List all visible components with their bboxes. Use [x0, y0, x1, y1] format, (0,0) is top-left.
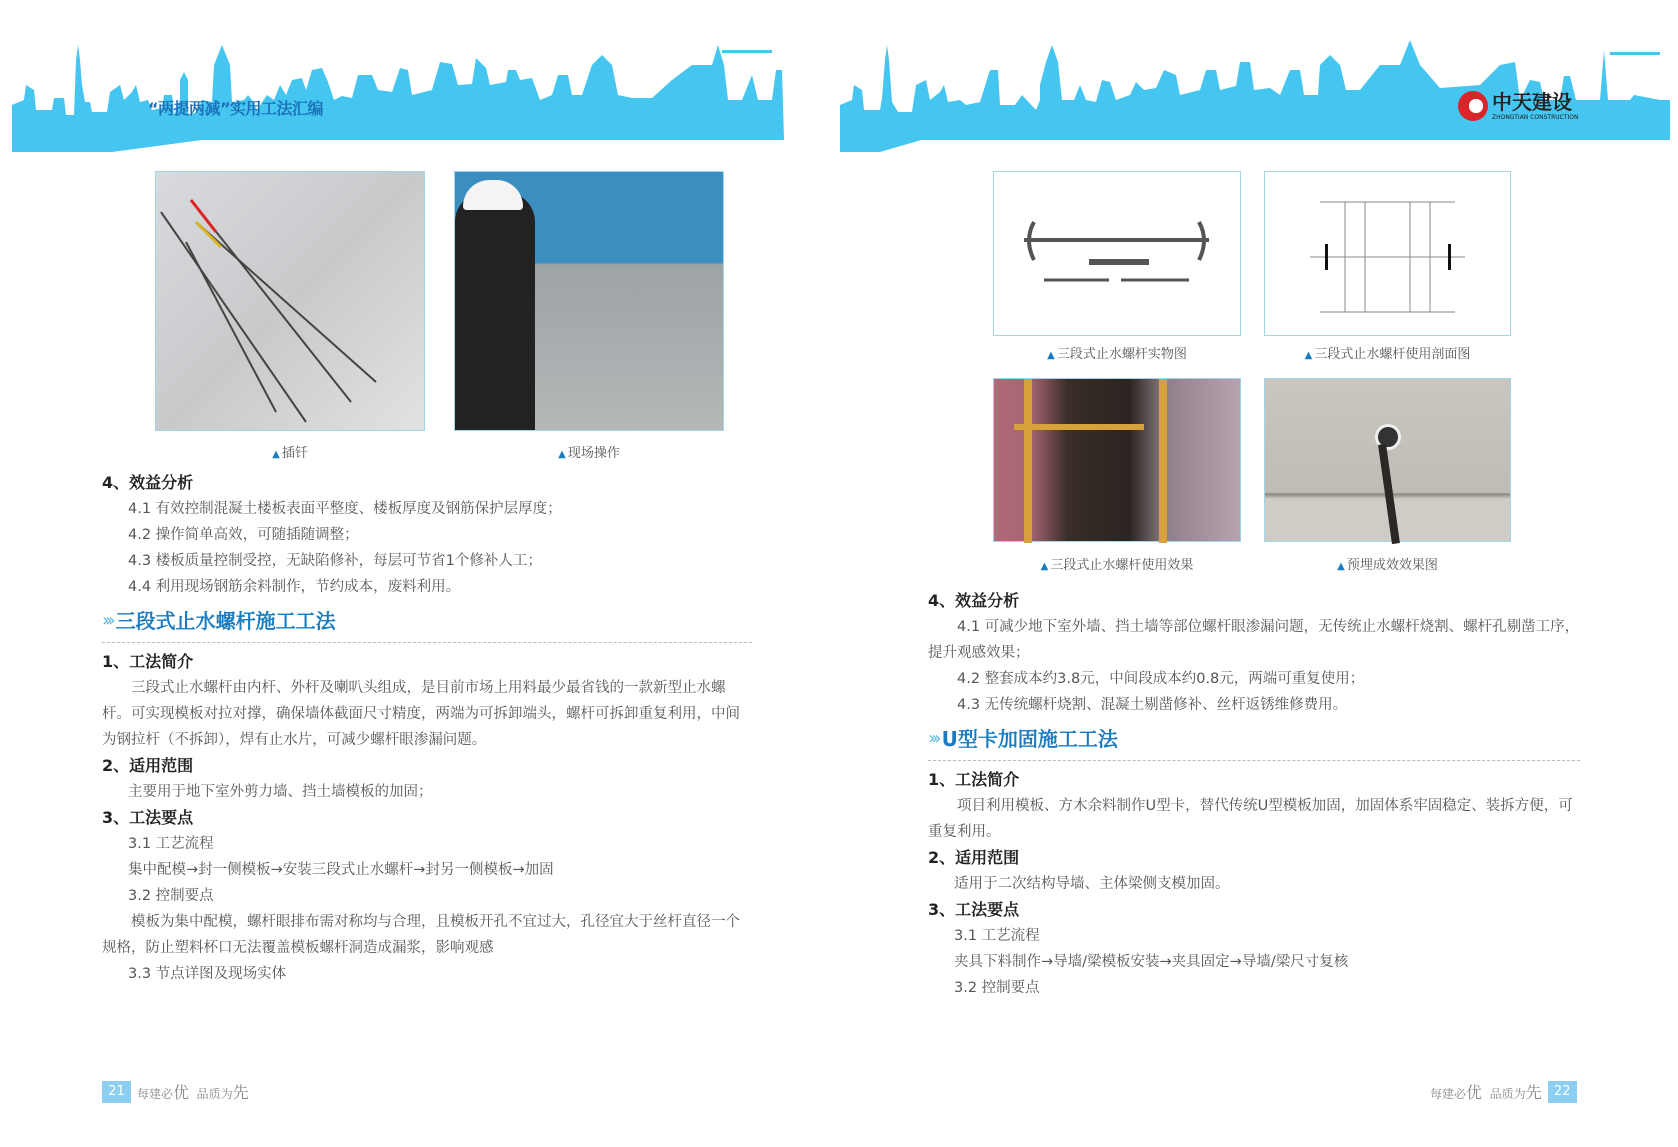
- page-number: 21: [102, 1081, 131, 1103]
- scope-text: 主要用于地下室外剪力墙、挡土墙模板的加固；: [128, 784, 433, 800]
- heading-points: 3、工法要点: [928, 900, 1020, 919]
- photo-bolt-section: [1264, 171, 1511, 336]
- subheading-control: 3.2 控制要点: [128, 888, 214, 904]
- photo-bolt-usage: [993, 378, 1241, 542]
- benefit-item: 4.2 操作简单高效，可随插随调整；: [128, 527, 359, 543]
- triangle-icon: ▲: [1337, 561, 1345, 572]
- photo-embedded-result: [1264, 378, 1511, 542]
- skyline-banner-left: [12, 40, 812, 165]
- publication-title: “两提两减”实用工法汇编: [148, 99, 324, 118]
- footer-right: [1430, 1080, 1577, 1103]
- heading-points: 3、工法要点: [102, 808, 194, 827]
- heading-benefit: 4、效益分析: [928, 591, 1020, 610]
- left-page-text: [102, 470, 752, 987]
- slogan: 每建必优 品质为先: [1430, 1083, 1542, 1102]
- slogan: 每建必优 品质为先: [137, 1083, 249, 1102]
- benefit-item: 4.2 整套成本约3.8元，中间段成本约0.8元，两端可重复使用；: [957, 671, 1365, 687]
- caption-bolt-object: ▲ 三段式止水螺杆实物图: [1047, 347, 1187, 362]
- scope-text: 适用于二次结构导墙、主体梁侧支模加固。: [954, 876, 1230, 892]
- rods-illustration: [156, 172, 425, 431]
- heading-benefit: 4、效益分析: [102, 473, 194, 492]
- section-title: ››› U型卡加固施工工法: [928, 727, 1118, 751]
- photo-site-operation: [454, 171, 724, 431]
- benefit-item: 4.1 有效控制混凝土楼板表面平整度、楼板厚度及钢筋保护层厚度；: [128, 501, 562, 517]
- divider: [102, 642, 752, 643]
- heading-scope: 2、适用范围: [928, 848, 1020, 867]
- photo-insert-rods: [155, 171, 425, 431]
- triangle-icon: ▲: [272, 449, 280, 460]
- intro-text: 三段式止水螺杆由内杆、外杆及喇叭头组成，是目前市场上用料最少最省钱的一款新型止水螺杆。可实现模板对拉对撑，确保墙体截面尺寸精度，两端为可拆卸端头，螺杆可拆卸重复利用，中间为钢拉杆（不拆卸），焊有止水片，可减少螺杆眼渗漏问题。: [102, 680, 740, 748]
- heading-intro: 1、工法简介: [928, 770, 1020, 789]
- triangle-icon: ▲: [1047, 350, 1055, 361]
- benefit-item: 4.1 可减少地下室外墙、挡土墙等部位螺杆眼渗漏问题，无传统止水螺杆烧割、螺杆孔剔凿工序，提升观感效果；: [928, 619, 1580, 661]
- control-text: 模板为集中配模，螺杆眼排布需对称均与合理，且模板开孔不宜过大，孔径宜大于丝杆直径一个规格，防止塑料杯口无法覆盖模板螺杆洞造成漏浆，影响观感: [102, 914, 740, 956]
- section-title: ››› 三段式止水螺杆施工工法: [102, 609, 336, 633]
- subheading-details: 3.3 节点详图及现场实体: [128, 966, 287, 982]
- triangle-icon: ▲: [558, 449, 566, 460]
- heading-scope: 2、适用范围: [102, 756, 194, 775]
- bolt-illustration: [994, 172, 1242, 337]
- subheading-process: 3.1 工艺流程: [954, 928, 1040, 944]
- chevrons-icon: ›››: [928, 728, 938, 749]
- subheading-control: 3.2 控制要点: [954, 980, 1040, 996]
- caption-bolt-usage: ▲ 三段式止水螺杆使用效果: [1040, 558, 1194, 573]
- benefit-item: 4.4 利用现场钢筋余料制作，节约成本，废料利用。: [128, 579, 461, 595]
- photo-bolt-object: [993, 171, 1241, 336]
- section-drawing: [1265, 172, 1512, 337]
- page-number: 22: [1548, 1081, 1577, 1103]
- triangle-icon: ▲: [1040, 561, 1049, 572]
- caption-bolt-section: ▲ 三段式止水螺杆使用剖面图: [1304, 347, 1471, 362]
- caption-site-operation: ▲ 现场操作: [558, 446, 620, 461]
- triangle-icon: ▲: [1304, 350, 1313, 361]
- logo-mark-icon: [1458, 91, 1488, 121]
- footer-left: [102, 1080, 249, 1103]
- intro-text: 项目利用模板、方木余料制作U型卡，替代传统U型模板加固，加固体系牢固稳定、装拆方便，可重复利用。: [928, 798, 1573, 840]
- company-logo: [1458, 90, 1578, 122]
- process-text: 集中配模→封一侧模板→安装三段式止水螺杆→封另一侧模板→加固: [128, 862, 554, 878]
- process-text: 夹具下料制作→导墙/梁模板安装→夹具固定→导墙/梁尺寸复核: [954, 954, 1349, 970]
- logo-en: ZHONGTIAN CONSTRUCTION: [1492, 114, 1579, 121]
- caption-insert-rods: ▲ 插钎: [272, 446, 308, 461]
- divider: [928, 760, 1580, 761]
- subheading-process: 3.1 工艺流程: [128, 836, 214, 852]
- heading-intro: 1、工法简介: [102, 652, 194, 671]
- caption-embedded-result: ▲ 预埋成效效果图: [1337, 558, 1438, 573]
- benefit-item: 4.3 楼板质量控制受控，无缺陷修补，每层可节省1个修补人工；: [128, 553, 542, 569]
- chevrons-icon: ›››: [102, 610, 112, 631]
- benefit-item: 4.3 无传统螺杆烧割、混凝土剔凿修补、丝杆返锈维修费用。: [957, 697, 1348, 713]
- right-page-text: [928, 588, 1580, 1001]
- logo-cn: 中天建设: [1492, 90, 1572, 114]
